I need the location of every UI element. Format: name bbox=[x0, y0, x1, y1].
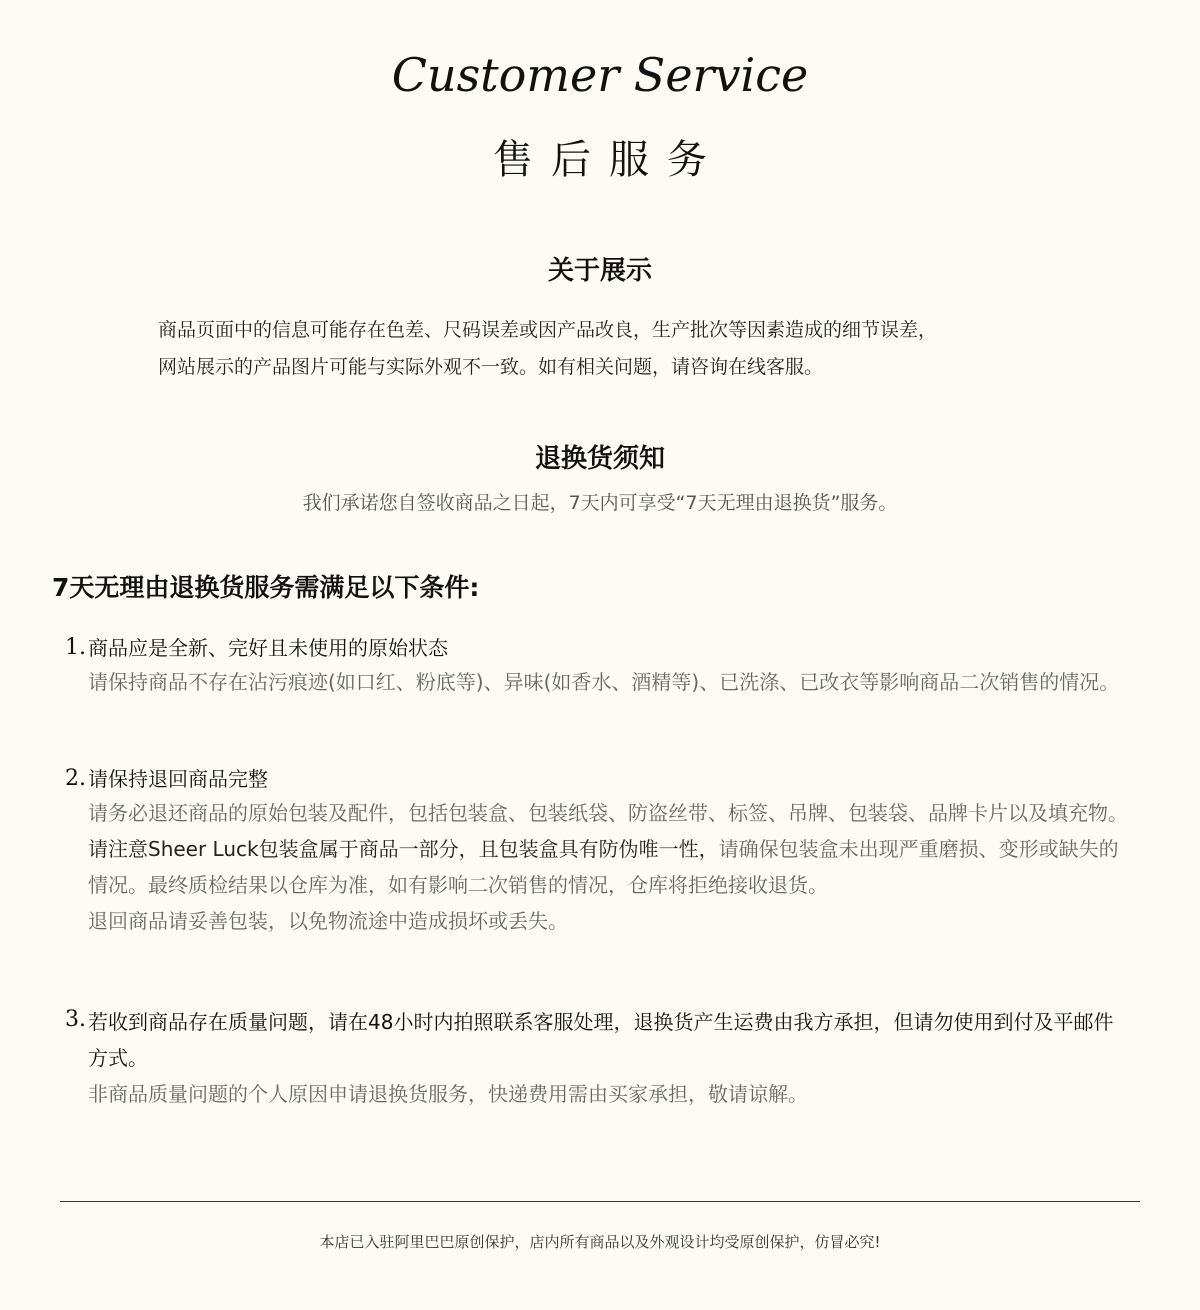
item-title: 若收到商品存在质量问题，请在48小时内拍照联系客服处理，退换货产生运费由我方承担，但请勿使用到付及平邮件方式。 bbox=[88, 1010, 1114, 1070]
item-number: 1. bbox=[65, 635, 86, 660]
item-note bbox=[88, 831, 1132, 903]
item-packing-note: 退回商品请妥善包装，以免物流途中造成损坏或丢失。 bbox=[88, 909, 568, 933]
returns-heading: 退换货须知 bbox=[534, 444, 665, 474]
item-title: 请保持退回商品完整 bbox=[88, 767, 268, 791]
about-line-1: 商品页面中的信息可能存在色差、尺码误差或因产品改良，生产批次等因素造成的细节误差， bbox=[158, 319, 938, 341]
item-description: 请务必退还商品的原始包装及配件，包括包装盒、包装纸袋、防盗丝带、标签、吊牌、包装袋、品牌卡片以及填充物。 bbox=[88, 801, 1128, 825]
about-line-2: 网站展示的产品图片可能与实际外观不一致。如有相关问题，请咨询在线客服。 bbox=[158, 356, 824, 378]
note-detail: 请确保包装盒未出现严重磨损、变形或缺失的情况。最终质检结果以仓库为准，如有影响二次销售的情况，仓库将拒绝接收退货。 bbox=[88, 837, 1119, 897]
footer-text: 本店已入驻阿里巴巴原创保护，店内所有商品以及外观设计均受原创保护，仿冒必究! bbox=[319, 1233, 881, 1251]
item-description: 非商品质量问题的个人原因申请退换货服务，快递费用需由买家承担，敬请谅解。 bbox=[88, 1082, 808, 1106]
item-number: 3. bbox=[65, 1007, 86, 1032]
conditions-heading: 7天无理由退换货服务需满足以下条件: bbox=[52, 573, 480, 602]
about-text bbox=[158, 312, 1058, 386]
returns-promise: 我们承诺您自签收商品之日起，7天内可享受“7天无理由退换货”服务。 bbox=[302, 492, 898, 514]
page-title: 售后服务 bbox=[493, 137, 725, 183]
item-description: 请保持商品不存在沾污痕迹(如口红、粉底等)、异味(如香水、酒精等)、已洗涤、已改衣等影响商品二次销售的情况。 bbox=[88, 670, 1120, 694]
about-heading: 关于展示 bbox=[547, 256, 652, 286]
note-emphasis: 请注意Sheer Luck包装盒属于商品一部分，且包装盒具有防伪唯一性， bbox=[88, 837, 719, 861]
footer-divider bbox=[60, 1201, 1140, 1202]
script-title: Customer Service bbox=[391, 48, 809, 102]
item-number: 2. bbox=[65, 766, 86, 791]
item-title: 商品应是全新、完好且未使用的原始状态 bbox=[88, 636, 448, 660]
